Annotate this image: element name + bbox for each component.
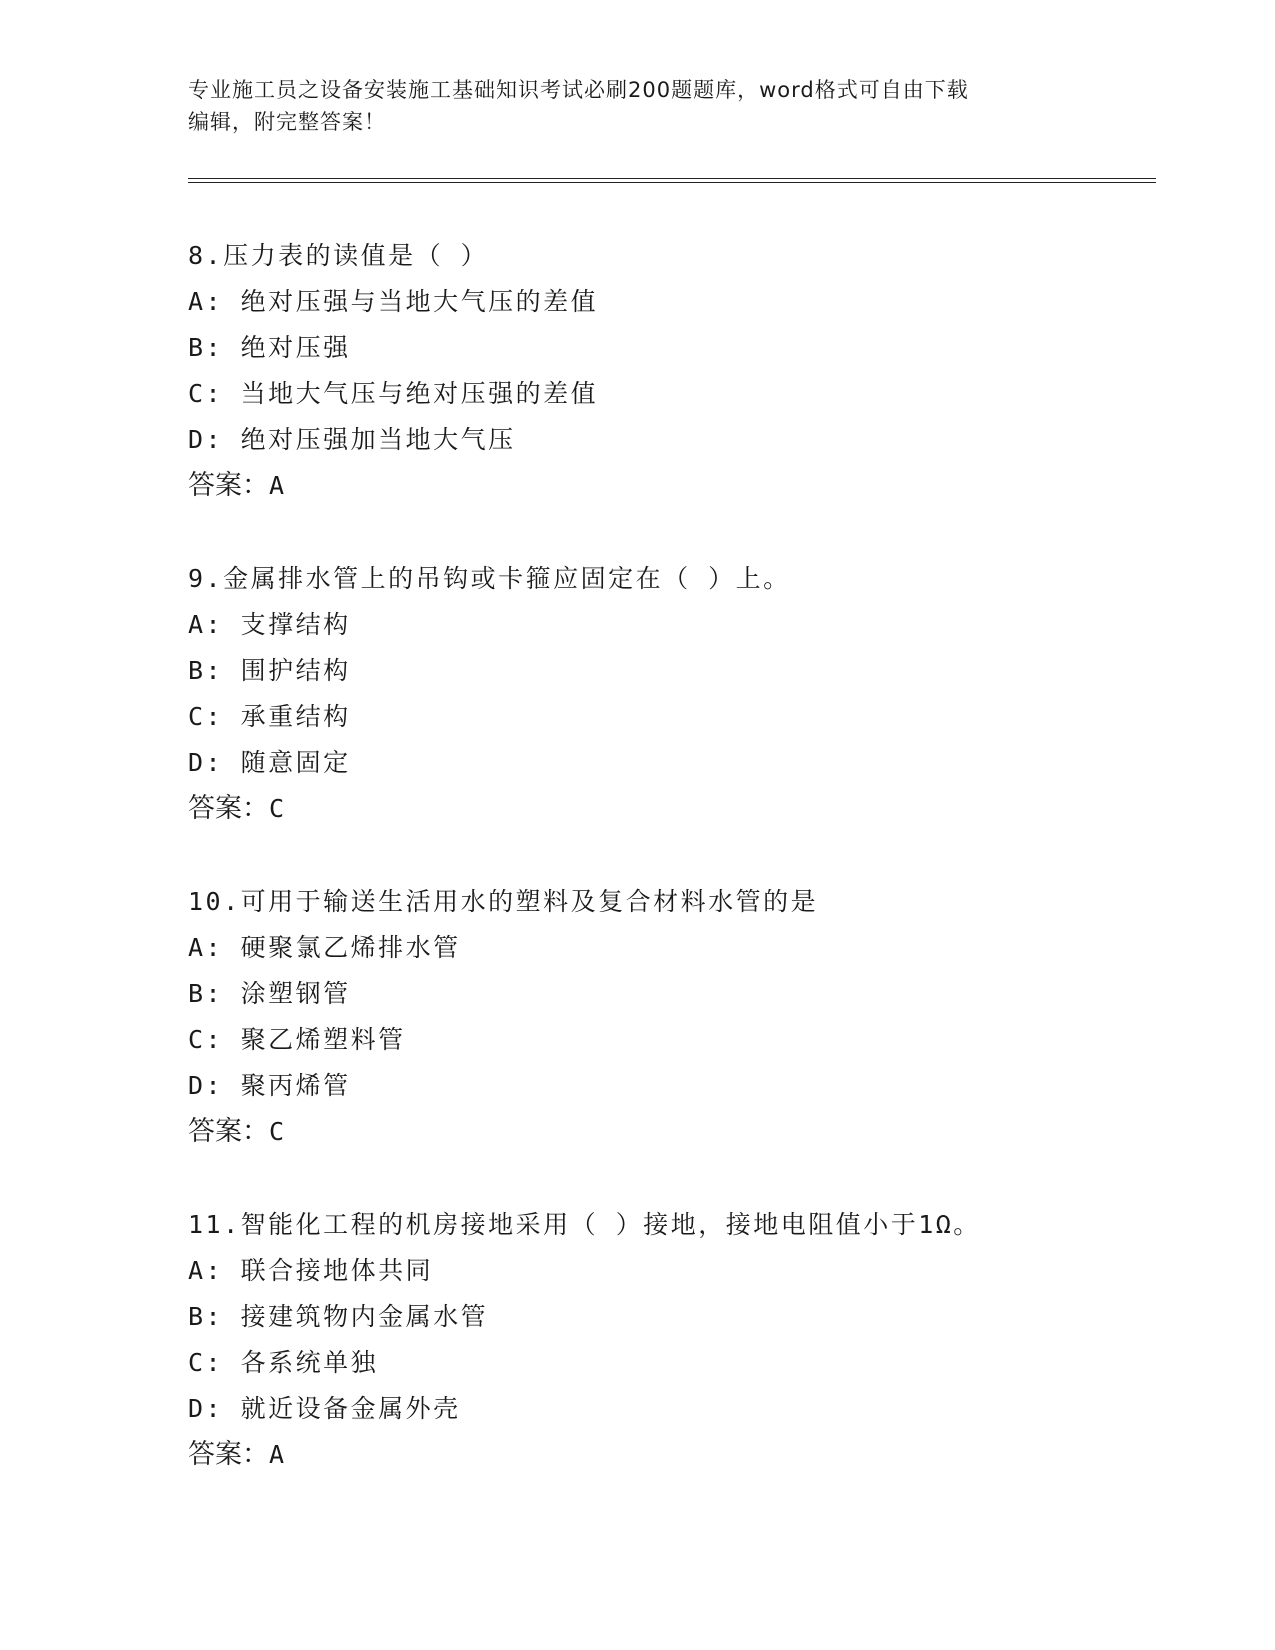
option-a: A: 硬聚氯乙烯排水管 (188, 933, 461, 962)
option-a: A: 绝对压强与当地大气压的差值 (188, 287, 599, 316)
option-d: D: 绝对压强加当地大气压 (188, 425, 516, 454)
answer-label: 答案： (188, 1439, 269, 1470)
question-9 (188, 556, 1148, 832)
question-8 (188, 233, 1148, 509)
question-stem: 8.压力表的读值是（ ） (188, 241, 489, 270)
answer-label: 答案： (188, 793, 269, 824)
header-title-line-2: 编辑，附完整答案！ (188, 110, 386, 134)
option-c: C: 各系统单独 (188, 1348, 379, 1377)
answer-line (188, 1109, 1148, 1155)
answer-value: A (269, 1440, 285, 1469)
header-title-line-1: 专业施工员之设备安装施工基础知识考试必刷200题题库，word格式可自由下载 (188, 78, 969, 102)
answer-line (188, 1432, 1148, 1478)
question-list (188, 233, 1148, 1525)
answer-label: 答案： (188, 1116, 269, 1147)
answer-label: 答案： (188, 470, 269, 501)
option-d: D: 聚丙烯管 (188, 1071, 351, 1100)
option-d: D: 就近设备金属外壳 (188, 1394, 461, 1423)
answer-line (188, 463, 1148, 509)
option-c: C: 承重结构 (188, 702, 351, 731)
option-a: A: 支撑结构 (188, 610, 351, 639)
question-stem: 11.智能化工程的机房接地采用（ ）接地，接地电阻值小于1Ω。 (188, 1210, 981, 1239)
answer-value: A (269, 471, 285, 500)
answer-line (188, 786, 1148, 832)
question-stem: 10.可用于输送生活用水的塑料及复合材料水管的是 (188, 887, 819, 916)
document-header (188, 74, 1088, 138)
option-a: A: 联合接地体共同 (188, 1256, 434, 1285)
option-c: C: 聚乙烯塑料管 (188, 1025, 406, 1054)
answer-value: C (269, 794, 285, 823)
header-double-rule (188, 178, 1156, 183)
question-10 (188, 879, 1148, 1155)
option-c: C: 当地大气压与绝对压强的差值 (188, 379, 599, 408)
option-b: B: 围护结构 (188, 656, 351, 685)
answer-value: C (269, 1117, 285, 1146)
question-stem: 9.金属排水管上的吊钩或卡箍应固定在（ ）上。 (188, 564, 791, 593)
option-b: B: 涂塑钢管 (188, 979, 351, 1008)
option-d: D: 随意固定 (188, 748, 351, 777)
option-b: B: 接建筑物内金属水管 (188, 1302, 489, 1331)
option-b: B: 绝对压强 (188, 333, 351, 362)
question-11 (188, 1202, 1148, 1478)
